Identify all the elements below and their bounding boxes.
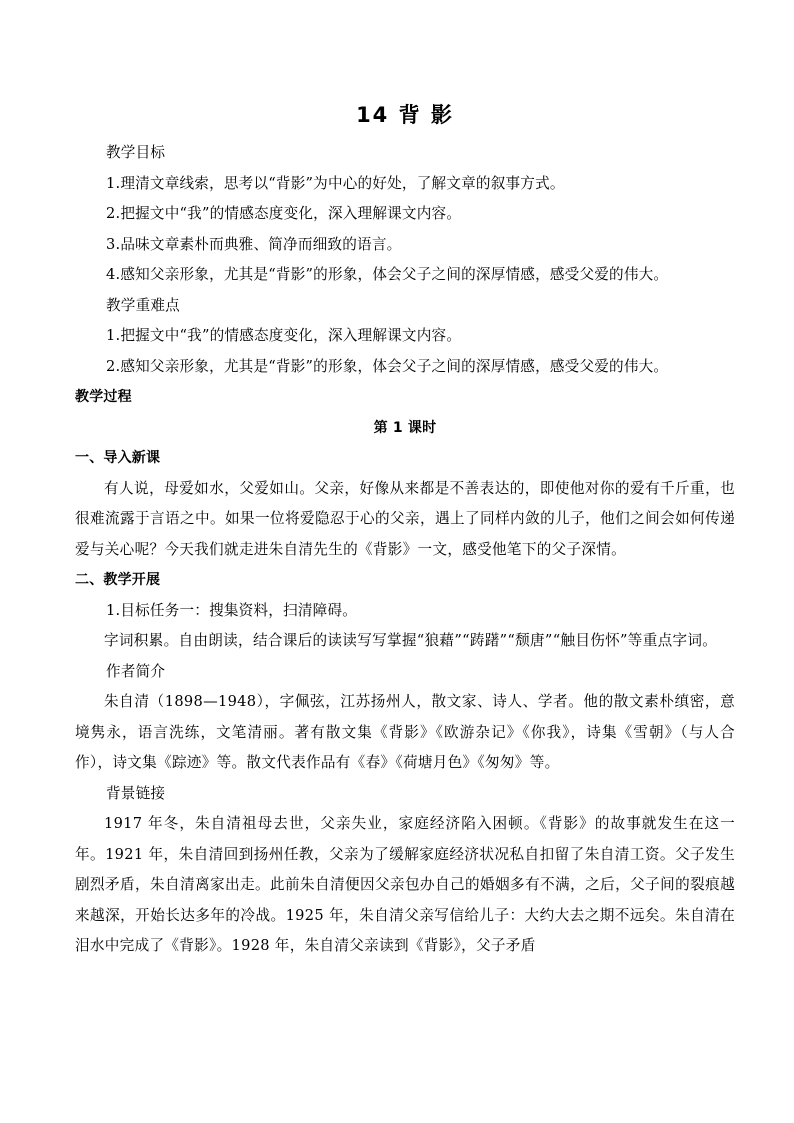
section1-text: 有人说，母爱如水，父爱如山。父亲，好像从来都是不善表达的，即使他对你的爱有千斤重，也很难流露于言语之中。如果一位将爱隐忍于心的父亲，遇上了同样内敛的儿子，他们之间会如何传递爱与关心呢？今天我们就走进朱自清先生的《背影》一文，感受他笔下的父子深情。: [75, 479, 735, 558]
process-heading: 教学过程: [75, 389, 132, 405]
lesson-heading: 第 1 课时: [373, 419, 437, 436]
document-page: [75, 100, 735, 962]
objective-item: 2.把握文中“我”的情感态度变化，深入理解课文内容。: [106, 205, 462, 222]
objective-item: 3.品味文章素朴而典雅、简净而细致的语言。: [106, 235, 402, 253]
background-paragraph: [75, 809, 735, 962]
objective-item: 4.感知父亲形象，尤其是“背影”的形象，体会父子之间的深厚情感，感受父爱的伟大。: [106, 266, 669, 283]
page-title: 14 背 影: [356, 103, 454, 127]
section2-heading: 二、教学开展: [75, 572, 161, 588]
background-heading: 背景链接: [106, 784, 166, 802]
author-text: 朱自清（1898—1948），字佩弦，江苏扬州人，散文家、诗人、学者。他的散文素朴缜密，意境隽永，语言洗练，文笔清丽。著有散文集《背影》《欧游杂记》《你我》，诗集《雪朝》（与人合作），诗文集《踪迹》等。散文代表作品有《春》《荷塘月色》《匆匆》等。: [75, 693, 735, 771]
keypoint-item: 2.感知父亲形象，尤其是“背影”的形象，体会父子之间的深厚情感，感受父爱的伟大。: [106, 357, 669, 375]
vocab-paragraph: [75, 626, 735, 657]
section1-paragraph: [75, 474, 735, 566]
objective-item: 1.理清文章线索，思考以“背影”为中心的好处，了解文章的叙事方式。: [106, 174, 565, 192]
author-paragraph: [75, 687, 735, 779]
vocab-text: 字词积累。自由朗读，结合课后的读读写写掌握“狼藉”“踌躇”“颓唐”“触目伤怀”等重点字词。: [104, 632, 718, 649]
background-text: 1917 年冬，朱自清祖母去世，父亲失业，家庭经济陷入困顿。《背影》的故事就发生在这一年。1921 年，朱自清回到扬州任教，父亲为了缓解家庭经济状况私自扣留了朱自清工资。父子发生剧烈矛盾，朱自清离家出走。此前朱自清便因父亲包办自己的婚姻多有不满，之后，父子间的裂痕越来越深，开始长达多年的冷战。1925 年，朱自清父亲写信给儿子：大约大去之期不远矣。朱自清在泪水中完成了《背影》。1928 年，朱自清父亲读到《背影》，父子矛盾: [75, 815, 735, 954]
task1-text: 1.目标任务一：搜集资料，扫清障碍。: [106, 601, 358, 619]
objectives-heading: 教学目标: [106, 144, 166, 161]
keypoint-item: 1.把握文中“我”的情感态度变化，深入理解课文内容。: [106, 327, 462, 344]
author-heading: 作者简介: [106, 662, 166, 680]
keypoints-heading: 教学重难点: [106, 296, 180, 314]
section1-heading: 一、导入新课: [75, 450, 161, 466]
